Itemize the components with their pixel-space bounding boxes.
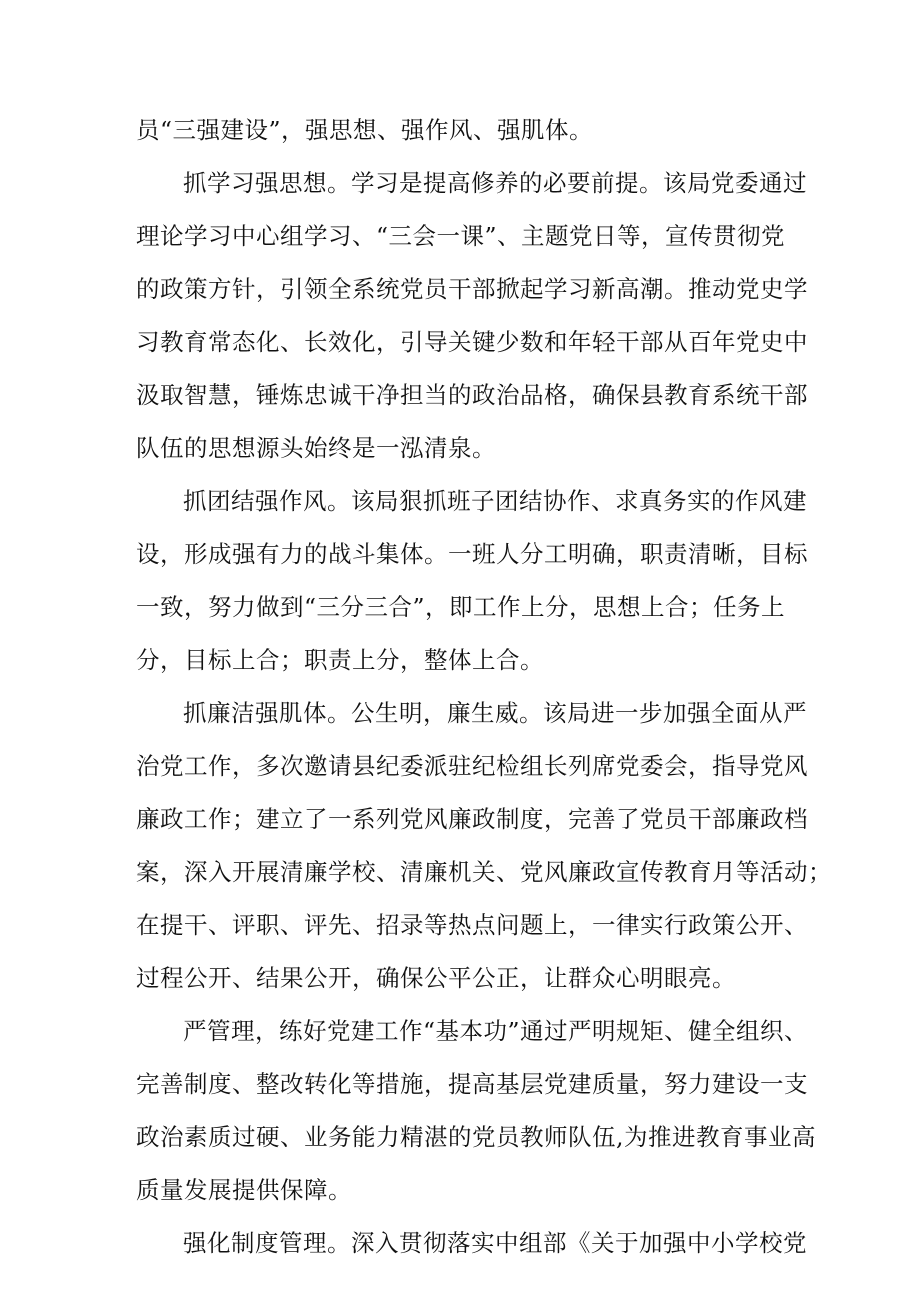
text-line: 质量发展提供保障。 — [136, 1176, 352, 1204]
text-line: 的政策方针，引领全系统党员干部掀起学习新高潮。推动党史学 — [136, 275, 808, 303]
text-line: 案，深入开展清廉学校、清廉机关、党风廉政宣传教育月等活动； — [136, 858, 832, 886]
paragraph-first-line: 抓学习强思想。学习是提高修养的必要前提。该局党委通过 — [183, 169, 807, 197]
text-line: 理论学习中心组学习、“三会一课”、主题党日等，宣传贯彻党 — [136, 222, 786, 250]
text-line: 在提干、评职、评先、招录等热点问题上，一律实行政策公开、 — [136, 911, 808, 939]
text-line: 汲取智慧，锤炼忠诚干净担当的政治品格，确保县教育系统干部 — [136, 381, 808, 409]
text-line: 廉政工作；建立了一系列党风廉政制度，完善了党员干部廉政档 — [136, 805, 808, 833]
paragraph-first-line: 抓团结强作风。该局狠抓班子团结协作、求真务实的作风建 — [183, 487, 807, 515]
text-line: 过程公开、结果公开，确保公平公正，让群众心明眼亮。 — [136, 964, 736, 992]
text-line: 分，目标上合；职责上分，整体上合。 — [136, 646, 544, 674]
paragraph-first-line: 抓廉洁强肌体。公生明，廉生威。该局进一步加强全面从严 — [183, 699, 807, 727]
text-line: 政治素质过硬、业务能力精湛的党员教师队伍,为推进教育事业高 — [136, 1123, 816, 1151]
text-line: 设，形成强有力的战斗集体。一班人分工明确，职责清晰，目标 — [136, 540, 808, 568]
text-line: 完善制度、整改转化等措施，提高基层党建质量，努力建设一支 — [136, 1070, 808, 1098]
document-body — [136, 104, 832, 1270]
text-line: 员“三强建设”，强思想、强作风、强肌体。 — [136, 116, 594, 144]
text-line: 队伍的思想源头始终是一泓清泉。 — [136, 434, 496, 462]
text-line: 一致，努力做到“三分三合”，即工作上分，思想上合；任务上 — [136, 593, 786, 621]
text-line: 习教育常态化、长效化，引导关键少数和年轻干部从百年党史中 — [136, 328, 808, 356]
text-line: 治党工作，多次邀请县纪委派驻纪检组长列席党委会，指导党风 — [136, 752, 808, 780]
paragraph-first-line: 严管理，练好党建工作“基本功”通过严明规矩、健全组织、 — [183, 1017, 809, 1045]
paragraph-first-line: 强化制度管理。深入贯彻落实中组部《关于加强中小学校党 — [183, 1229, 807, 1257]
